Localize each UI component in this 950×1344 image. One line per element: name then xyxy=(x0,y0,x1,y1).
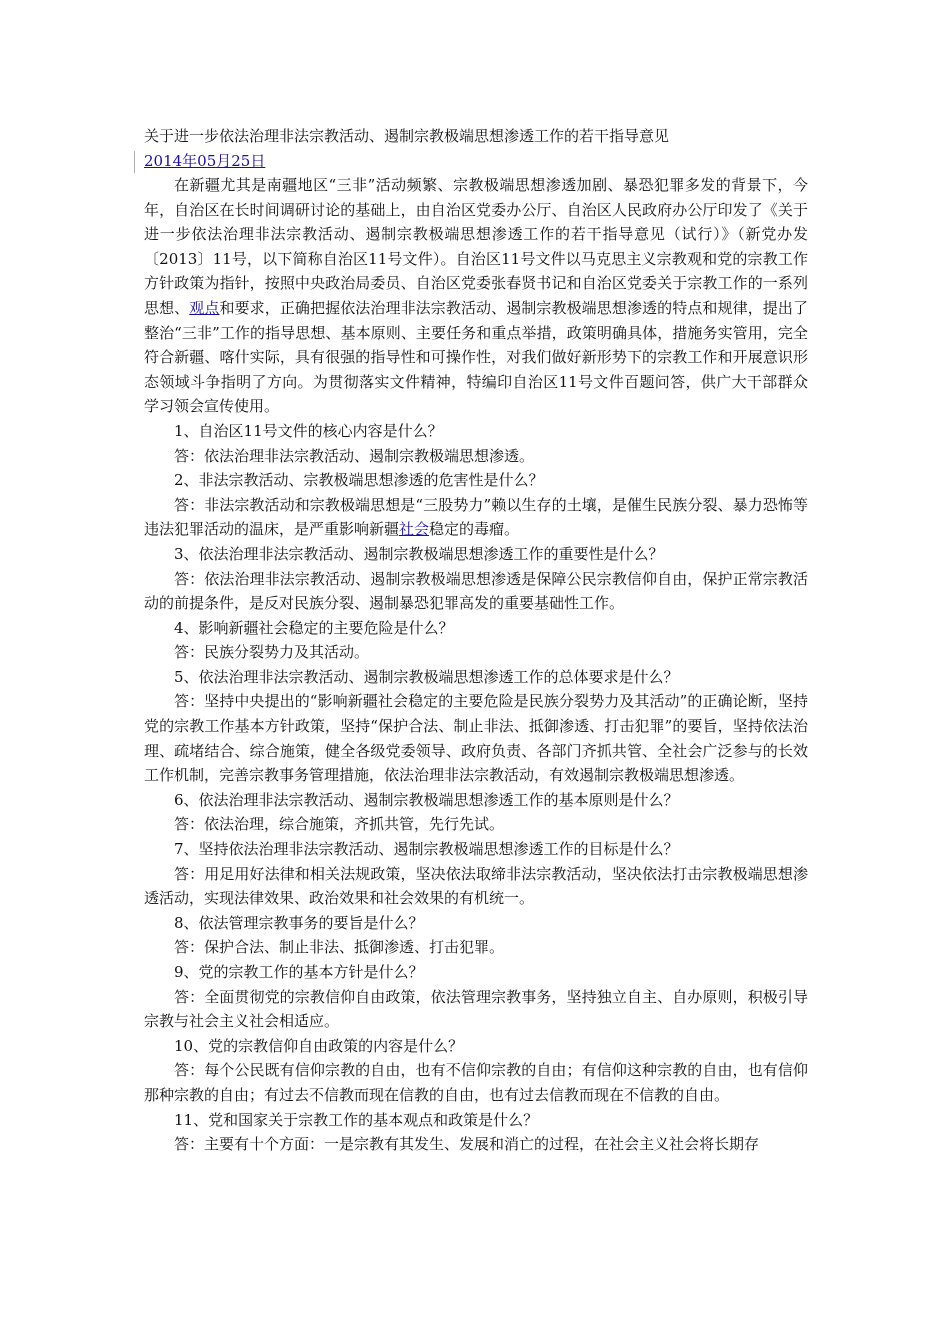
answer-11: 答：主要有十个方面：一是宗教有其发生、发展和消亡的过程，在社会主义社会将长期存 xyxy=(174,1135,760,1154)
text-cursor-bar xyxy=(134,151,135,173)
question-2: 2、非法宗教活动、宗教极端思想渗透的危害性是什么？ xyxy=(174,471,544,490)
document-title: 关于进一步依法治理非法宗教活动、遏制宗教极端思想渗透工作的若干指导意见 xyxy=(144,127,670,145)
date-link[interactable]: 2014年05月25日 xyxy=(144,152,266,170)
question-1: 1、自治区11号文件的核心内容是什么？ xyxy=(174,421,443,440)
answer-1: 答：依法治理非法宗教活动、遏制宗教极端思想渗透。 xyxy=(174,446,535,465)
answer-2: 答：非法宗教活动和宗教极端思想是“三股势力”赖以生存的土壤，是催生民族分裂、暴力恐怖等违法犯罪活动的温床，是严重影响新疆社会稳定的毒瘤。 xyxy=(144,495,808,539)
answer-6: 答：依法治理，综合施策，齐抓共管，先行先试。 xyxy=(174,815,505,834)
question-4: 4、影响新疆社会稳定的主要危险是什么？ xyxy=(174,618,454,637)
answer-8: 答：保护合法、制止非法、抵御渗透、打击犯罪。 xyxy=(174,938,505,957)
answer-4: 答：民族分裂势力及其活动。 xyxy=(174,643,370,662)
answer-10: 答：每个公民既有信仰宗教的自由，也有不信仰宗教的自由；有信仰这种宗教的自由，也有信仰那种宗教的自由；有过去不信教而现在信教的自由，也有过去信教而现在不信教的自由。 xyxy=(144,1061,808,1104)
intro-paragraph: 在新疆尤其是南疆地区“三非”活动频繁、宗教极端思想渗透加剧、暴恐犯罪多发的背景下，今年，自治区在长时间调研讨论的基础上，由自治区党委办公厅、自治区人民政府办公厅印发了《关于进一步依法治理非法宗教活动、遏制宗教极端思想渗透工作的若干指导意见（试行）》（新党办发〔2013〕11号，以下简称自治区11号文件）。自治区11号文件以马克思主义宗教观和党的宗教工作方针政策为指针，按照中央政治局委员、自治区党委张春贤书记和自治区党委关于宗教工作的一系列思想、观点和要求，正确把握依法治理非法宗教活动、遏制宗教极端思想渗透的特点和规律，提出了整治“三非”工作的指导思想、基本原则、主要任务和重点举措，政策明确具体，措施务实管用，完全符合新疆、喀什实际，具有很强的指导性和可操作性，对我们做好新形势下的宗教工作和开展意识形态领域斗争指明了方向。为贯彻落实文件精神，特编印自治区11号文件百题问答，供广大干部群众学习领会宣传使用。 xyxy=(144,176,808,416)
question-6: 6、依法治理非法宗教活动、遏制宗教极端思想渗透工作的基本原则是什么？ xyxy=(174,790,679,809)
question-9: 9、党的宗教工作的基本方针是什么？ xyxy=(174,963,424,981)
viewpoint-link[interactable]: 观点 xyxy=(189,298,220,317)
question-7: 7、坚持依法治理非法宗教活动、遏制宗教极端思想渗透工作的目标是什么？ xyxy=(174,840,679,859)
answer-9: 答：全面贯彻党的宗教信仰自由政策，依法管理宗教事务，坚持独立自主、自办原则，积极引导宗教与社会主义社会相适应。 xyxy=(144,987,808,1031)
question-8: 8、依法管理宗教事务的要旨是什么？ xyxy=(174,913,424,932)
answer-3: 答：依法治理非法宗教活动、遏制宗教极端思想渗透是保障公民宗教信仰自由，保护正常宗教活动的前提条件，是反对民族分裂、遏制暴恐犯罪高发的重要基础性工作。 xyxy=(144,569,808,613)
date-row xyxy=(144,149,808,173)
answer-7: 答：用足用好法律和相关法规政策，坚决依法取缔非法宗教活动，坚决依法打击宗教极端思想渗透活动，实现法律效果、政治效果和社会效果的有机统一。 xyxy=(144,864,808,908)
answer-5: 答：坚持中央提出的“影响新疆社会稳定的主要危险是民族分裂势力及其活动”的正确论断，坚持党的宗教工作基本方针政策，坚持“保护合法、制止非法、抵御渗透、打击犯罪”的要旨，坚持依法治理、疏堵结合、综合施策，健全各级党委领导、政府负责、各部门齐抓共管、全社会广泛参与的长效工作机制，完善宗教事务管理措施，依法治理非法宗教活动，有效遏制宗教极端思想渗透。 xyxy=(144,692,808,785)
question-11: 11、党和国家关于宗教工作的基本观点和政策是什么？ xyxy=(174,1110,539,1129)
question-3: 3、依法治理非法宗教活动、遏制宗教极端思想渗透工作的重要性是什么？ xyxy=(174,544,664,563)
question-5: 5、依法治理非法宗教活动、遏制宗教极端思想渗透工作的总体要求是什么？ xyxy=(174,667,679,686)
question-10: 10、党的宗教信仰自由政策的内容是什么？ xyxy=(174,1036,464,1055)
society-link[interactable]: 社会 xyxy=(399,520,430,539)
